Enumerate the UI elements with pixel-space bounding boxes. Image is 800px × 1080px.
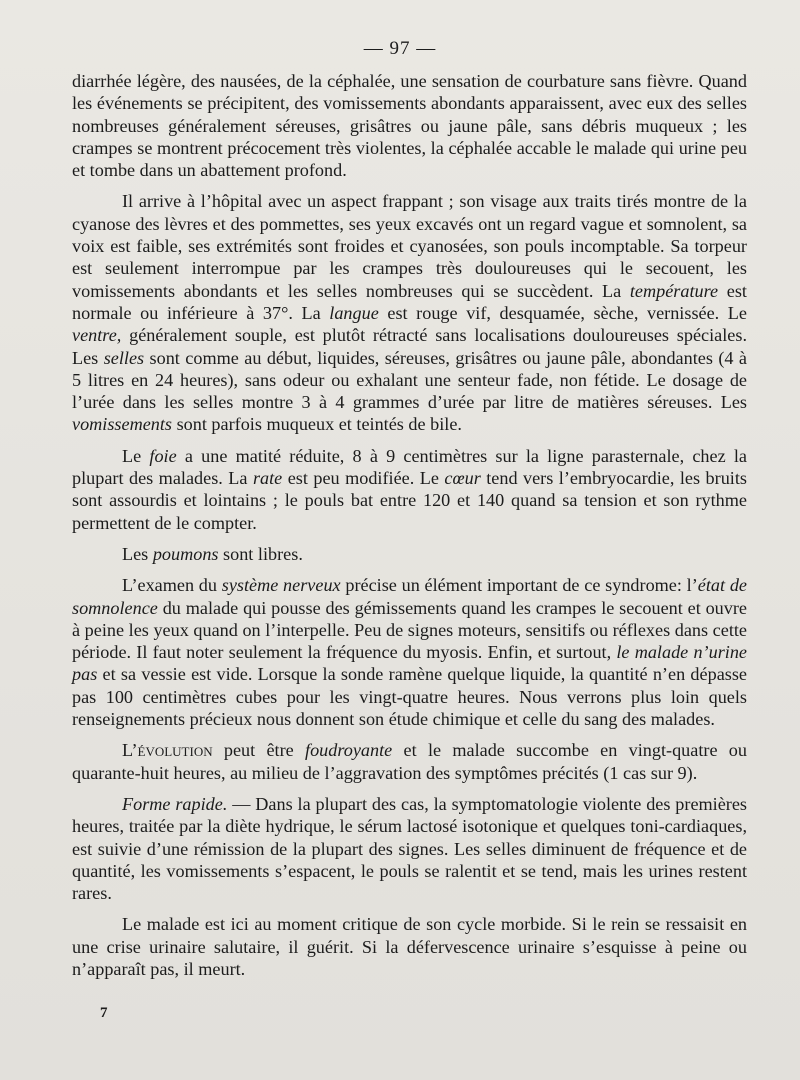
p5-text-1: L’examen du — [122, 575, 222, 596]
p6-smallcaps-evolution: évolution — [137, 740, 213, 761]
p3-text-1: Le — [122, 445, 150, 466]
p3-emphasis-coeur: cœur — [444, 468, 481, 489]
p2-text-4: généralement souple, est plutôt rétracté sans localisations douloureuses spéciales. Les — [72, 325, 747, 368]
p2-text-1: Il arrive à l’hôpital avec un aspect frappant ; son visage aux traits tirés montre de la cyanose des lèvres et des pommettes, ses yeux excavés ont un regard vague et somnolent, sa voix est faible, ses extrémités sont froides et cyanosées, son pouls incomptable. Sa torpeur est seulement interrompue par les crampes très douloureuses qui le secouent, les vomissements abondants et les selles nombreuses qui se succèdent. La — [72, 191, 747, 301]
p5-emphasis-systeme-nerveux: système nerveux — [221, 575, 341, 596]
p2-text-3: est rouge vif, desquamée, sèche, vernissée. Le — [378, 302, 747, 323]
p6-text-1: L’ — [122, 740, 138, 761]
p2-emphasis-ventre: ventre, — [72, 325, 122, 346]
p4-text-2: sont libres. — [218, 543, 303, 564]
body-text — [72, 70, 747, 989]
p3-text-4: tend vers l’embryocardie, les bruits sont assourdis et lointains ; le pouls bat entre 120 et 140 quand sa tension et son rythme permettent de le compter. — [72, 468, 747, 533]
p5-text-2: précise un élément important de ce syndrome: l’ — [340, 575, 698, 596]
printer-signature-mark: 7 — [100, 1005, 108, 1021]
p4-text-1: Les — [122, 543, 153, 564]
paragraph-2 — [72, 190, 747, 435]
p2-emphasis-selles: selles — [103, 347, 145, 368]
p2-text-2: est normale ou inférieure à 37°. La — [72, 280, 747, 323]
p3-text-3: est peu modifiée. Le — [282, 468, 445, 489]
p7-heading-forme-rapide: Forme rapide. — [122, 793, 228, 814]
p6-text-2: peut être — [212, 740, 306, 761]
p5-text-4: et sa vessie est vide. Lorsque la sonde ramène quelque liquide, la quantité n’en dépasse pas 100 centimètres cubes pour les vingt-quatre heures. Nous verrons plus loin quels renseignements précieux nous donnent son étude chimique et celle du sang des malades. — [72, 664, 747, 730]
p2-emphasis-langue: langue — [329, 302, 379, 323]
p2-text-6: sont parfois muqueux et teintés de bile. — [172, 414, 462, 435]
paragraph-8 — [72, 913, 747, 980]
page-number: — 97 — — [363, 38, 437, 59]
p8-text: Le malade est ici au moment critique de son cycle morbide. Si le rein se ressaisit en une crise urinaire salutaire, il guérit. Si la défervescence urinaire s’esquisse à peine ou n’apparaît pas, il meurt. — [72, 914, 747, 979]
p5-emphasis-etat-somnolence: état de somnolence — [72, 575, 747, 618]
p6-emphasis-foudroyante: foudroyante — [305, 740, 393, 761]
p3-emphasis-foie: foie — [149, 445, 177, 466]
paragraph-6 — [72, 739, 747, 784]
p2-text-5: sont comme au début, liquides, séreuses, grisâtres ou jaune pâle, abondantes (4 à 5 litres en 24 heures), sans odeur ou exhalant une senteur fade, non fétide. Le dosage de l’urée dans les selles montre 3 à 4 grammes d’urée par litre de matières séreuses. Les — [72, 347, 747, 413]
paragraph-5 — [72, 574, 747, 730]
paragraph-3 — [72, 445, 747, 534]
p2-emphasis-vomissements: vomissements — [72, 414, 173, 435]
p2-emphasis-temperature: température — [629, 280, 719, 301]
paragraph-7 — [72, 793, 747, 904]
p5-emphasis-malade-urine: le malade n’urine pas — [72, 642, 747, 685]
p5-text-3: du malade qui pousse des gémissements quand les crampes le secouent et ouvre à peine les yeux quand on l’interpelle. Peu de signes moteurs, sensitifs ou réflexes dans cette période. Il faut noter seulement la fréquence du myosis. Enfin, et surtout, — [72, 597, 747, 663]
p3-emphasis-rate: rate — [252, 468, 283, 489]
p6-text-3: et le malade succombe en vingt-quatre ou quarante-huit heures, au milieu de l’aggravation des symptômes précités (1 cas sur 9). — [72, 740, 747, 783]
paragraph-1 — [72, 70, 747, 181]
p7-text-1: — Dans la plupart des cas, la symptomatologie violente des premières heures, traitée par la diète hydrique, le sérum lactosé isotonique et quelques toni-cardiaques, est suivie d’une rémission de la plupart des signes. Les selles diminuent de fréquence et de quantité, les vomissements s’espacent, le pouls se ralentit et se tend, mais les urines restent rares. — [72, 793, 747, 904]
p1-text: diarrhée légère, des nausées, de la céphalée, une sensation de courbature sans fièvre. Quand les événements se précipitent, des vomissements abondants apparaissent, avec eux des selles nombreuses généralement séreuses, grisâtres ou jaune pâle, sans débris muqueux ; les crampes se montrent précocement très violentes, la céphalée accable le malade qui urine peu et tombe dans un abattement profond. — [72, 71, 747, 181]
paragraph-4 — [72, 543, 747, 565]
p4-emphasis-poumons: poumons — [152, 543, 219, 564]
p3-text-2: a une matité réduite, 8 à 9 centimètres sur la ligne parasternale, chez la plupart des malades. La — [72, 445, 747, 489]
